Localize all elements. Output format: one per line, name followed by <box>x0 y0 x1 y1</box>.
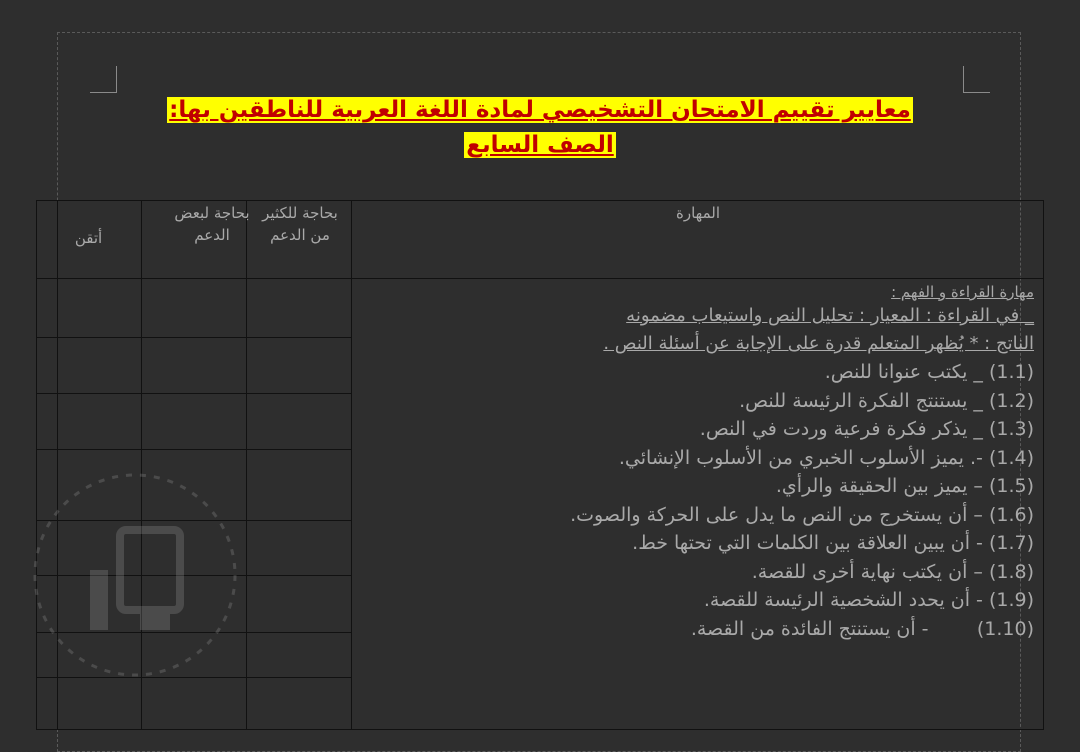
item-text: – أن يكتب نهاية أخرى للقصة. <box>751 560 983 583</box>
item-text: _ يستنتج الفكرة الرئيسة للنص. <box>739 389 983 412</box>
header-some-support: بحاجة لبعض الدعم <box>174 204 250 244</box>
list-item <box>384 472 1034 501</box>
document-title <box>130 93 950 163</box>
site-watermark-logo <box>20 460 250 690</box>
item-number: (1.3) <box>988 418 1034 440</box>
item-number: (1.4) <box>988 446 1034 469</box>
item-text: _ يذكر فكرة فرعية وردت في النص. <box>699 418 983 440</box>
item-number: (1.8) <box>988 560 1034 583</box>
item-number: (1.7) <box>988 532 1034 554</box>
table-row-divider <box>36 337 352 338</box>
item-number: (1.6) <box>988 503 1034 526</box>
title-line-1: معايير تقييم الامتحان التشخيصي لمادة اللغة العربية للناطقين بها: <box>169 97 911 123</box>
item-number: (1.10) <box>976 617 1034 640</box>
table-col-divider <box>351 200 352 730</box>
skill-items-list <box>384 358 1034 643</box>
list-item <box>384 529 1034 558</box>
header-mastered: أتقن <box>74 229 103 247</box>
item-text: - أن يبين العلاقة بين الكلمات التي تحتها خط. <box>632 532 983 554</box>
item-text: – يميز بين الحقيقة والرأي. <box>775 475 983 497</box>
section-title: مهارة القراءة و الفهم : <box>891 283 1034 301</box>
table-row-divider <box>36 393 352 394</box>
list-item <box>384 415 1034 444</box>
skill-content <box>384 282 1034 643</box>
item-number: (1.5) <box>988 475 1034 497</box>
list-item <box>384 358 1034 387</box>
item-number: (1.2) <box>988 389 1034 412</box>
header-skill: المهارة <box>676 204 720 222</box>
page-corner-marker-right <box>963 66 990 93</box>
item-text: – أن يستخرج من النص ما يدل على الحركة والصوت. <box>570 503 983 526</box>
table-header-divider <box>36 278 1044 279</box>
list-item <box>384 387 1034 416</box>
item-text: -. يميز الأسلوب الخبري من الأسلوب الإنشائي. <box>618 446 983 469</box>
list-item <box>384 615 1034 644</box>
list-item <box>384 586 1034 615</box>
title-line-2: الصف السابع <box>466 132 614 158</box>
item-text: - أن يحدد الشخصية الرئيسة للقصة. <box>703 589 983 611</box>
list-item <box>384 558 1034 587</box>
table-row-divider <box>36 449 352 450</box>
item-text: - أن يستنتج الفائدة من القصة. <box>690 617 929 640</box>
page-corner-marker-left <box>90 66 117 93</box>
item-number: (1.9) <box>988 589 1034 611</box>
item-text: _ يكتب عنوانا للنص. <box>824 361 983 383</box>
item-number: (1.1) <box>988 361 1034 383</box>
list-item <box>384 444 1034 473</box>
criterion-text: _ في القراءة : المعيار : تحليل النص واستيعاب مضمونه <box>626 305 1034 326</box>
header-much-support: بحاجة للكثير من الدعم <box>262 204 338 244</box>
list-item <box>384 501 1034 530</box>
outcome-text: الناتج : * يُظهر المتعلم قدرة على الإجابة عن أسئلة النص . <box>603 333 1034 354</box>
